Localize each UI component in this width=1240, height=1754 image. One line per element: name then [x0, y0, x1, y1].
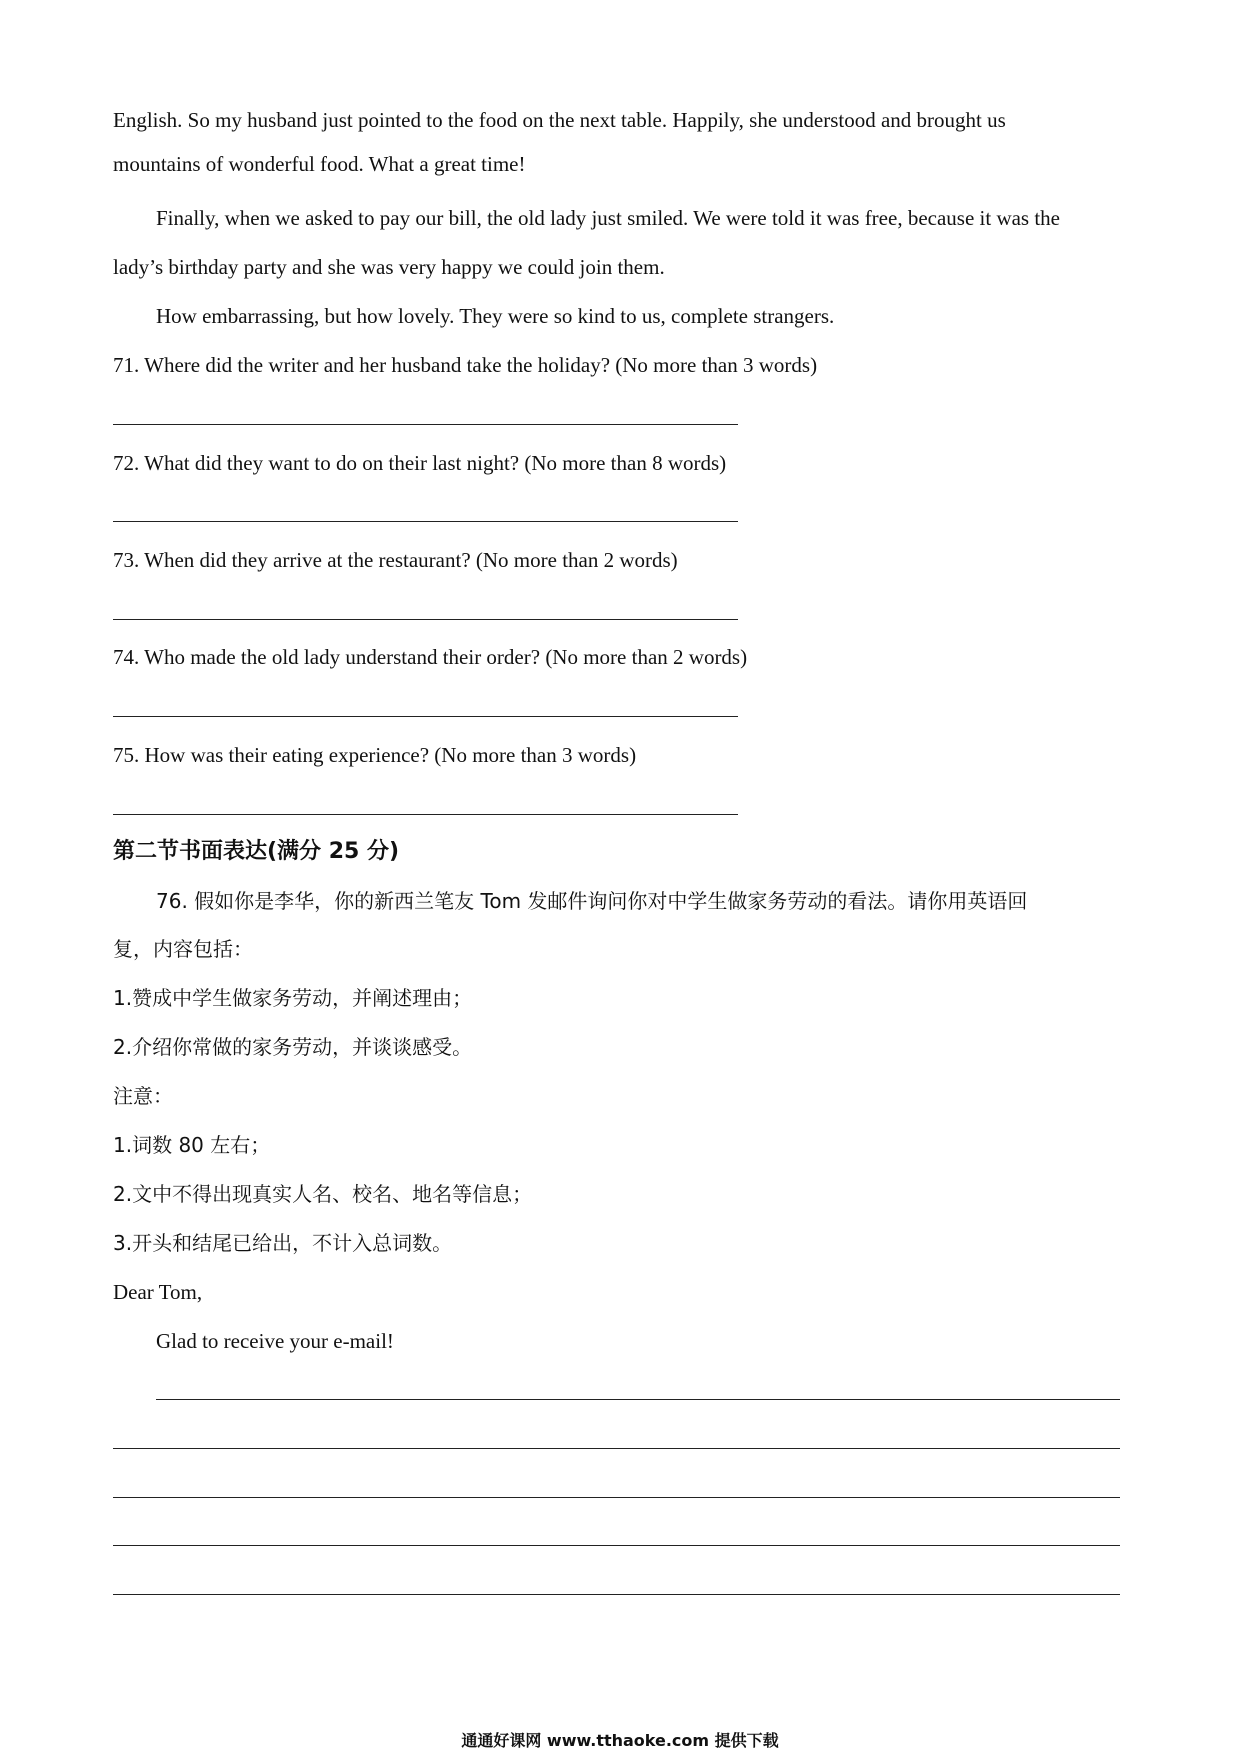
- question-73: 73. When did they arrive at the restaurant? (No more than 2 words): [113, 548, 678, 572]
- salutation: Dear Tom,: [113, 1280, 203, 1304]
- answer-line-75[interactable]: [113, 814, 738, 815]
- writing-prompt-line-1: 76. 假如你是李华，你的新西兰笔友 Tom 发邮件询问你对中学生做家务劳动的看法。请你用英语回: [156, 889, 1028, 913]
- passage-line-1: English. So my husband just pointed to the food on the next table. Happily, she understood and brought us: [113, 108, 1006, 132]
- note-1: 1.词数 80 左右；: [113, 1133, 271, 1157]
- question-71: 71. Where did the writer and her husband take the holiday? (No more than 3 words): [113, 353, 818, 377]
- passage-line-3: Finally, when we asked to pay our bill, the old lady just smiled. We were told it was free, because it was the: [156, 206, 1061, 230]
- writing-line-1[interactable]: [156, 1399, 1120, 1400]
- note-2: 2.文中不得出现真实人名、校名、地名等信息；: [113, 1182, 533, 1206]
- question-75: 75. How was their eating experience? (No more than 3 words): [113, 743, 637, 767]
- note-3: 3.开头和结尾已给出，不计入总词数。: [113, 1231, 453, 1255]
- writing-prompt-line-2: 复，内容包括：: [113, 937, 253, 961]
- section-heading: 第二节书面表达(满分 25 分): [113, 839, 400, 864]
- writing-line-5[interactable]: [113, 1594, 1120, 1595]
- answer-line-72[interactable]: [113, 521, 738, 522]
- writing-line-3[interactable]: [113, 1497, 1120, 1498]
- content-point-2: 2.介绍你常做的家务劳动，并谈谈感受。: [113, 1035, 473, 1059]
- answer-line-74[interactable]: [113, 716, 738, 717]
- passage-line-5: How embarrassing, but how lovely. They were so kind to us, complete strangers.: [156, 304, 835, 328]
- footer-watermark: 通通好课网 www.tthaoke.com 提供下载: [461, 1731, 779, 1750]
- answer-line-71[interactable]: [113, 424, 738, 425]
- passage-line-4: lady’s birthday party and she was very happy we could join them.: [113, 255, 665, 279]
- answer-line-73[interactable]: [113, 619, 738, 620]
- question-72: 72. What did they want to do on their last night? (No more than 8 words): [113, 451, 727, 475]
- writing-line-2[interactable]: [113, 1448, 1120, 1449]
- writing-line-4[interactable]: [113, 1545, 1120, 1546]
- content-point-1: 1.赞成中学生做家务劳动，并阐述理由；: [113, 986, 473, 1010]
- notes-label: 注意：: [113, 1084, 173, 1108]
- opening-sentence: Glad to receive your e-mail!: [156, 1329, 394, 1353]
- passage-line-2: mountains of wonderful food. What a great time!: [113, 152, 526, 176]
- question-74: 74. Who made the old lady understand their order? (No more than 2 words): [113, 645, 748, 669]
